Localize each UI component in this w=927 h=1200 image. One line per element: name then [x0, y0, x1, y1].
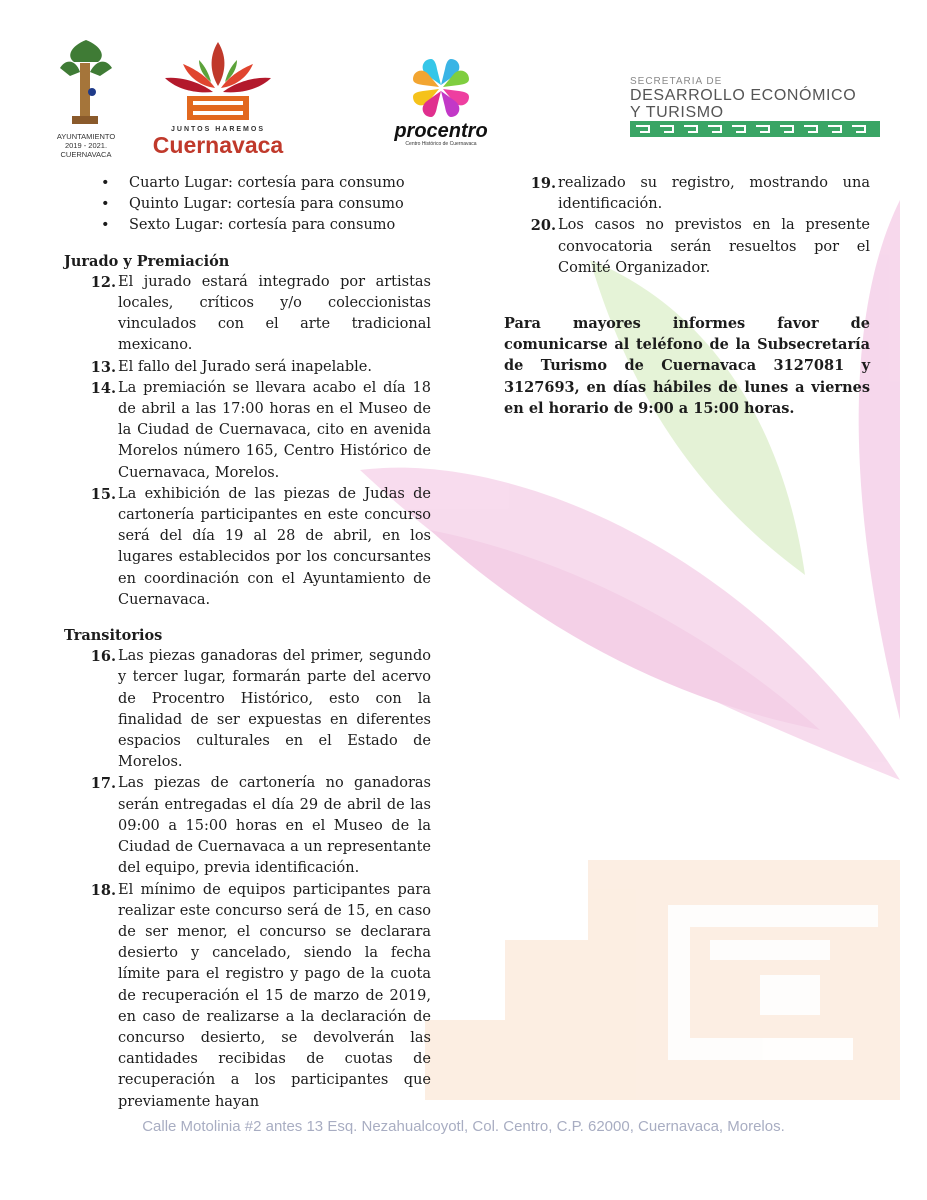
list-item [504, 173, 870, 215]
sdet-line2: DESARROLLO ECONÓMICO [630, 87, 857, 104]
cuernavaca-logo [148, 40, 288, 157]
item-text: El fallo del Jurado será inapelable. [118, 358, 372, 375]
jurado-items [64, 272, 431, 611]
item-text: Las piezas de cartonería no ganadoras serán entregadas el día 29 de abril de las 09:00 a 15:00 horas en el Museo de la Ciudad de Cuernavaca a un representante del equipo, previa identificación. [118, 775, 431, 877]
procentro-subtitle: Centro Histórico de Cuernavaca [405, 141, 477, 147]
ayuntamiento-line: 2019 - 2021. [64, 141, 108, 150]
item-text: realizado su registro, mostrando una identificación. [558, 175, 870, 213]
cuernavaca-name: Cuernavaca [152, 132, 284, 158]
header [0, 0, 927, 170]
spacer [64, 237, 431, 251]
watermark-fret-pattern [425, 860, 900, 1100]
final-items [504, 173, 870, 279]
footer-address: Calle Motolinia #2 antes 13 Esq. Nezahualcoyotl, Col. Centro, C.P. 62000, Cuernavaca, Morelos. [142, 1118, 785, 1135]
prize-list [64, 173, 431, 237]
item-number: 20. [530, 217, 556, 235]
list-item [64, 484, 431, 611]
sdet-line1: SECRETARIA DE [630, 76, 723, 87]
list-item [64, 357, 431, 378]
left-column [64, 173, 431, 1113]
cuernavaca-tagline: JUNTOS HAREMOS [171, 126, 265, 133]
item-text: Los casos no previstos en la presente convocatoria serán resueltos por el Comité Organizador. [558, 217, 870, 276]
flower-pyramid-icon [163, 40, 273, 124]
list-item [504, 215, 870, 279]
item-number: 16. [90, 648, 116, 666]
list-item [64, 773, 431, 879]
item-text: Las piezas ganadoras del primer, segundo y tercer lugar, formarán parte del acervo de Procentro Histórico, esto con la finalidad de ser expuestas en diferentes espacios culturales en el Estado de Morelos. [118, 648, 431, 771]
sdet-line3: Y TURISMO [630, 104, 724, 121]
tree-glyph-icon [56, 38, 116, 128]
list-item: • Cuarto Lugar: cortesía para consumo [101, 173, 431, 194]
section-title-transitorios: Transitorios [64, 627, 163, 645]
item-text: El jurado estará integrado por artistas locales, críticos y/o coleccionistas vinculados con el arte tradicional mexicano. [118, 273, 431, 354]
section-title-jurado: Jurado y Premiación [64, 252, 230, 270]
list-item: • Quinto Lugar: cortesía para consumo [101, 194, 431, 215]
procentro-name: procentro [394, 120, 488, 142]
procentro-cross-icon [409, 55, 473, 119]
item-number: 13. [90, 358, 116, 376]
item-number: 15. [90, 485, 116, 503]
item-number: 17. [90, 775, 116, 793]
spacer [64, 611, 431, 625]
item-number: 18. [90, 881, 116, 899]
list-item [64, 272, 431, 357]
item-text: El mínimo de equipos participantes para realizar este concurso será de 15, en caso de ser menor, el concurso se declarara desierto y cancelado, siendo la fecha límite para el registro y pago de la cuota de recuperación el 15 de marzo de 2019, en caso de realizarse a la declaración de concurso desierto, se devolverán las cantidades recibidas de cuotas de recuperación a los participantes que previamente hayan [118, 881, 431, 1110]
contact-info: Para mayores informes favor de comunicarse al teléfono de la Subsecretaría de Turismo de Cuernavaca 3127081 y 3127693, en días hábiles de lunes a viernes en el horario de 9:00 a 15:00 horas. [504, 315, 870, 417]
sdet-logo [630, 76, 890, 141]
item-text: La exhibición de las piezas de Judas de cartonería participantes en este concurso será del día 19 al 28 de abril, en los lugares establecidos por los concursantes en coordinación con el Ayuntamiento de Cuernavaca. [118, 485, 431, 608]
list-item: • Sexto Lugar: cortesía para consumo [101, 215, 431, 236]
list-item [64, 880, 431, 1113]
fret-band-icon [630, 121, 880, 137]
list-item [64, 646, 431, 773]
list-item [64, 378, 431, 484]
item-number: 12. [90, 273, 116, 291]
procentro-logo [382, 55, 500, 147]
item-number: 19. [530, 175, 556, 192]
ayuntamiento-line: AYUNTAMIENTO [56, 132, 116, 141]
item-text: La premiación se llevara acabo el día 18 de abril a las 17:00 horas en el Museo de la Ciudad de Cuernavaca, cito en avenida Morelos número 165, Centro Histórico de Cuernavaca, Morelos. [118, 379, 431, 481]
transitorios-items [64, 646, 431, 1112]
item-number: 14. [90, 379, 116, 397]
ayuntamiento-line: CUERNAVACA [60, 150, 112, 159]
right-column [504, 173, 870, 419]
ayuntamiento-logo [48, 38, 124, 159]
